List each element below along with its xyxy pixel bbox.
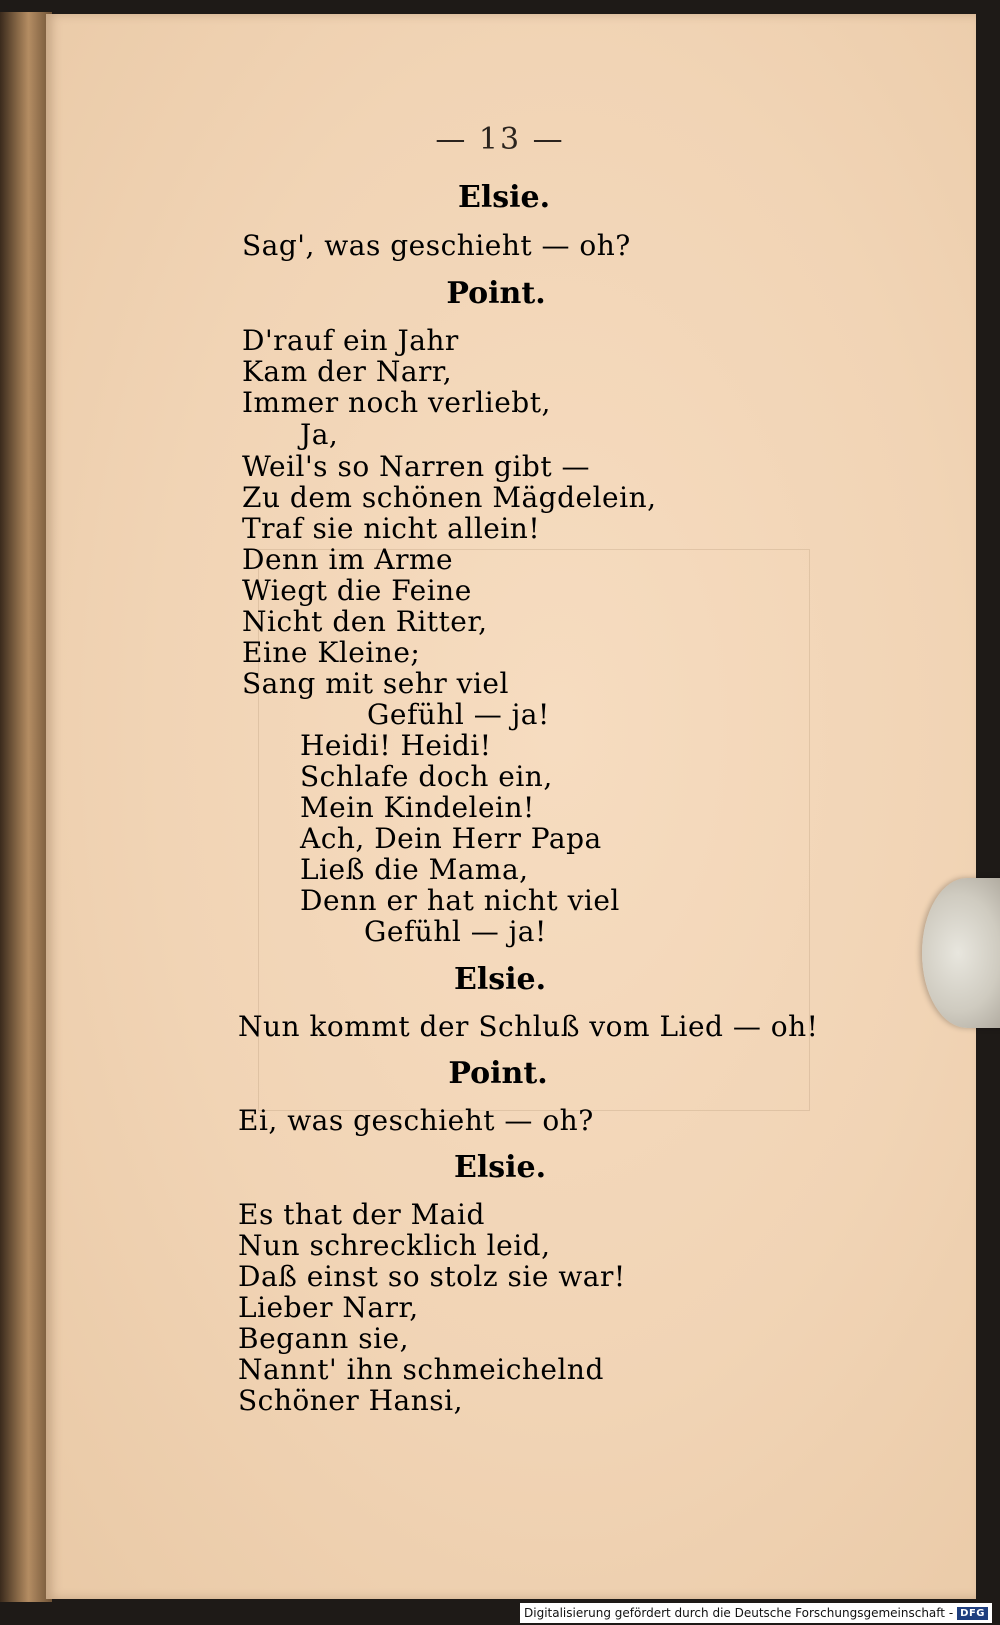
credit-text: Digitalisierung gefördert durch die Deutsche Forschungsgemeinschaft - — [524, 1606, 954, 1620]
verse-line: Mein Kindelein! — [300, 791, 535, 824]
verse-line: Ja, — [300, 418, 339, 451]
verse-line: Daß einst so stolz sie war! — [238, 1260, 626, 1293]
verse-line: Denn im Arme — [242, 543, 454, 576]
verse-line: Nun kommt der Schluß vom Lied — oh! — [238, 1010, 819, 1043]
verse-line: Nannt' ihn schmeichelnd — [238, 1353, 604, 1386]
verse-line: Eine Kleine; — [242, 636, 421, 669]
verse-line: Nun schrecklich leid, — [238, 1229, 551, 1262]
speaker-point: Point. — [448, 1056, 548, 1091]
verse-line: Heidi! Heidi! — [300, 729, 492, 762]
verse-line: Ließ die Mama, — [300, 853, 529, 886]
verse-line: Denn er hat nicht viel — [300, 884, 620, 917]
verse-line: Ach, Dein Herr Papa — [300, 822, 602, 855]
verse-line: Ei, was geschieht — oh? — [238, 1104, 594, 1137]
speaker-point: Point. — [446, 276, 546, 311]
verse-line: Lieber Narr, — [238, 1291, 419, 1324]
verse-line: Sag', was geschieht — oh? — [242, 229, 631, 262]
verse-line: Gefühl — ja! — [367, 698, 550, 731]
verse-line: D'rauf ein Jahr — [242, 324, 459, 357]
speaker-elsie: Elsie. — [457, 180, 551, 215]
verse-line: Sang mit sehr viel — [242, 667, 509, 700]
verse-line: Es that der Maid — [238, 1198, 485, 1231]
verse-line: Kam der Narr, — [242, 355, 453, 388]
verse-line: Schöner Hansi, — [238, 1384, 464, 1417]
verse-line: Schlafe doch ein, — [300, 760, 553, 793]
speaker-elsie: Elsie. — [453, 1150, 547, 1185]
digitization-credit — [520, 1603, 992, 1623]
verse-line: Wiegt die Feine — [242, 574, 472, 607]
verse-line: Immer noch verliebt, — [242, 386, 551, 419]
verse-line: Nicht den Ritter, — [242, 605, 488, 638]
speaker-elsie: Elsie. — [453, 962, 547, 997]
page-number: — 13 — — [435, 122, 565, 157]
verse-line: Begann sie, — [238, 1322, 410, 1355]
verse-line: Gefühl — ja! — [364, 915, 547, 948]
verse-line: Weil's so Narren gibt — — [242, 450, 590, 483]
verse-line: Traf sie nicht allein! — [242, 512, 541, 545]
verse-line: Zu dem schönen Mägdelein, — [242, 481, 657, 514]
book-binding — [0, 12, 52, 1602]
dfg-logo: DFG — [957, 1607, 988, 1620]
